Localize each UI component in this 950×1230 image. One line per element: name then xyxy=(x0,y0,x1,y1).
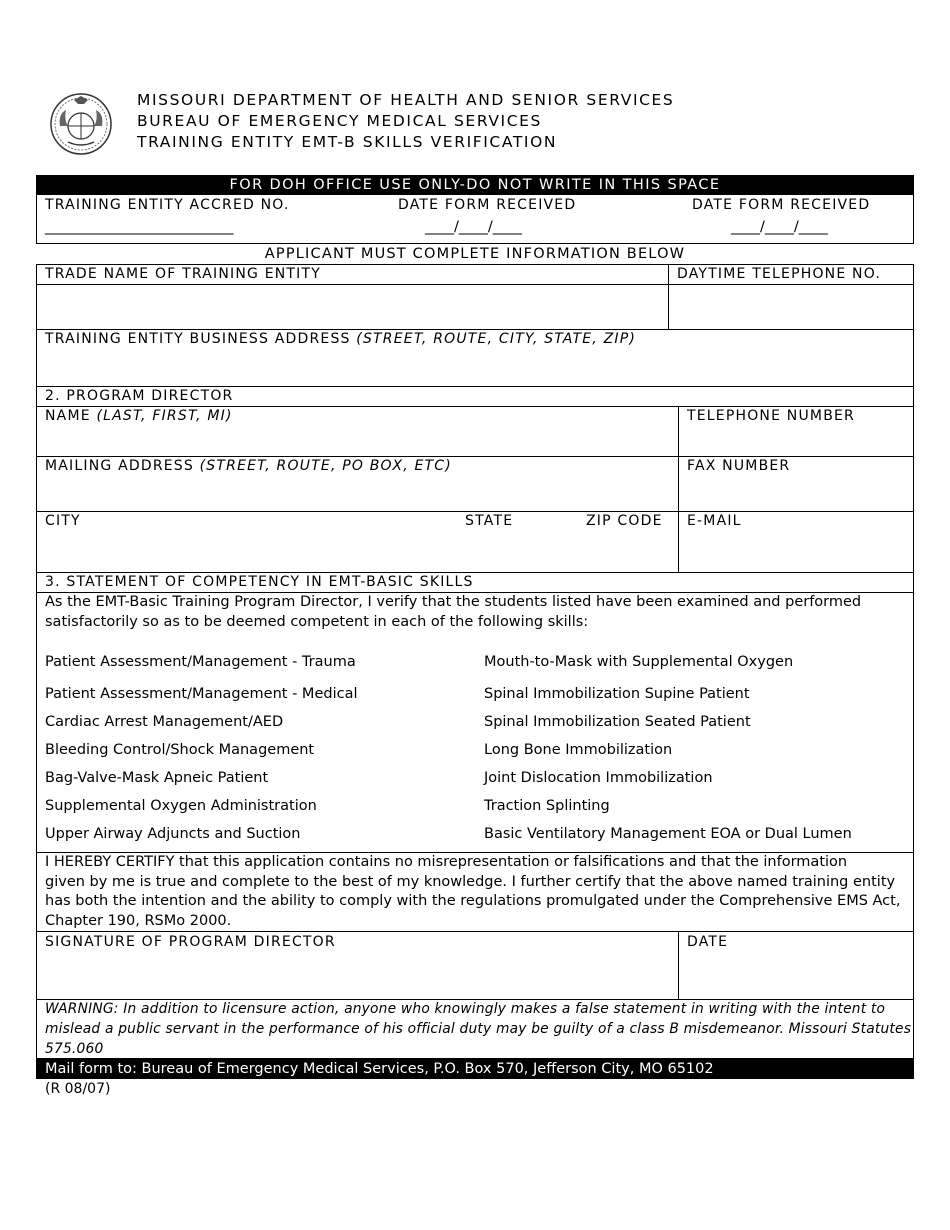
telephone-number-label: TELEPHONE NUMBER xyxy=(687,408,855,424)
skill-right: Basic Ventilatory Management EOA or Dual Lumen xyxy=(484,826,852,842)
business-address-field[interactable] xyxy=(37,350,913,385)
competency-heading: 3. STATEMENT OF COMPETENCY IN EMT-BASIC SKILLS xyxy=(45,574,474,590)
signature-field[interactable] xyxy=(37,954,677,998)
skill-right: Spinal Immobilization Seated Patient xyxy=(484,714,751,730)
form-title: TRAINING ENTITY EMT-B SKILLS VERIFICATION xyxy=(137,133,558,151)
director-name-label-text: NAME xyxy=(45,408,91,424)
skill-right: Spinal Immobilization Supine Patient xyxy=(484,686,750,702)
competency-intro-line-2: satisfactorily so as to be deemed competent in each of the following skills: xyxy=(45,614,589,630)
telephone-number-field[interactable] xyxy=(679,428,913,455)
mailing-address-field[interactable] xyxy=(37,478,677,510)
skill-left: Upper Airway Adjuncts and Suction xyxy=(45,826,301,842)
business-address-label-text: TRAINING ENTITY BUSINESS ADDRESS xyxy=(45,331,351,347)
trade-name-label: TRADE NAME OF TRAINING ENTITY xyxy=(45,266,322,282)
fax-number-field[interactable] xyxy=(679,478,913,510)
state-seal-icon xyxy=(48,90,114,156)
state-field[interactable] xyxy=(460,533,580,571)
warning-line-2: mislead a public servant in the performance of his official duty may be guilty of a class B misdemeanor. Missouri Statutes xyxy=(45,1021,912,1037)
skill-left: Bleeding Control/Shock Management xyxy=(45,742,315,758)
daytime-phone-field[interactable] xyxy=(669,285,913,328)
certify-line-1: I HEREBY CERTIFY that this application contains no misrepresentation or falsifications and that the information xyxy=(45,854,848,870)
certify-line-4: Chapter 190, RSMo 2000. xyxy=(45,913,232,929)
skill-left: Bag-Valve-Mask Apneic Patient xyxy=(45,770,269,786)
state-label: STATE xyxy=(465,513,514,529)
certify-line-2: given by me is true and complete to the best of my knowledge. I further certify that the above named training entity xyxy=(45,874,896,890)
mailing-instructions-banner: Mail form to: Bureau of Emergency Medical Services, P.O. Box 570, Jefferson City, MO 65102 xyxy=(36,1059,914,1079)
city-field[interactable] xyxy=(37,533,457,571)
email-label: E-MAIL xyxy=(687,513,742,529)
skill-left: Patient Assessment/Management - Trauma xyxy=(45,654,356,670)
revision-code: (R 08/07) xyxy=(45,1081,111,1097)
skill-right: Traction Splinting xyxy=(484,798,610,814)
office-use-banner: FOR DOH OFFICE USE ONLY-DO NOT WRITE IN THIS SPACE xyxy=(36,175,914,195)
mailing-address-hint: (STREET, ROUTE, PO BOX, ETC) xyxy=(199,458,452,474)
director-name-field[interactable] xyxy=(37,428,677,455)
mailing-address-label xyxy=(45,458,452,474)
skill-left: Supplemental Oxygen Administration xyxy=(45,798,317,814)
signature-date-label: DATE xyxy=(687,934,729,950)
bureau-title: BUREAU OF EMERGENCY MEDICAL SERVICES xyxy=(137,112,542,130)
trade-name-field[interactable] xyxy=(37,285,667,328)
date-received-label-2: DATE FORM RECEIVED xyxy=(692,197,871,213)
email-field[interactable] xyxy=(679,533,913,571)
director-name-label xyxy=(45,408,233,424)
skill-left: Cardiac Arrest Management/AED xyxy=(45,714,284,730)
skill-right: Long Bone Immobilization xyxy=(484,742,673,758)
skill-right: Joint Dislocation Immobilization xyxy=(484,770,713,786)
director-name-hint: (LAST, FIRST, MI) xyxy=(96,408,233,424)
agency-title: MISSOURI DEPARTMENT OF HEALTH AND SENIOR SERVICES xyxy=(137,91,675,109)
warning-line-3: 575.060 xyxy=(45,1041,104,1057)
zip-code-field[interactable] xyxy=(582,533,677,571)
business-address-hint: (STREET, ROUTE, CITY, STATE, ZIP) xyxy=(356,331,637,347)
mailing-address-label-text: MAILING ADDRESS xyxy=(45,458,194,474)
skill-right: Mouth-to-Mask with Supplemental Oxygen xyxy=(484,654,794,670)
competency-intro-line-1: As the EMT-Basic Training Program Director, I verify that the students listed have been examined and performed xyxy=(45,594,862,610)
date-received-blank-1: ____/____/____ xyxy=(425,219,522,235)
accred-no-label: TRAINING ENTITY ACCRED NO. xyxy=(45,197,290,213)
skill-left: Patient Assessment/Management - Medical xyxy=(45,686,358,702)
daytime-phone-label: DAYTIME TELEPHONE NO. xyxy=(677,266,882,282)
fax-number-label: FAX NUMBER xyxy=(687,458,791,474)
city-label: CITY xyxy=(45,513,81,529)
business-address-label xyxy=(45,331,636,347)
accred-no-blank: __________________________ xyxy=(45,219,234,235)
date-received-blank-2: ____/____/____ xyxy=(731,219,828,235)
program-director-heading: 2. PROGRAM DIRECTOR xyxy=(45,388,234,404)
zip-code-label: ZIP CODE xyxy=(586,513,663,529)
applicant-heading: APPLICANT MUST COMPLETE INFORMATION BELOW xyxy=(264,246,686,262)
certify-line-3: has both the intention and the ability to comply with the regulations promulgated under the Comprehensive EMS Act, xyxy=(45,893,901,909)
signature-date-field[interactable] xyxy=(679,954,913,998)
warning-line-1: WARNING: In addition to licensure action, anyone who knowingly makes a false statement in writing with the intent to xyxy=(45,1001,886,1017)
signature-label: SIGNATURE OF PROGRAM DIRECTOR xyxy=(45,934,336,950)
date-received-label-1: DATE FORM RECEIVED xyxy=(398,197,577,213)
